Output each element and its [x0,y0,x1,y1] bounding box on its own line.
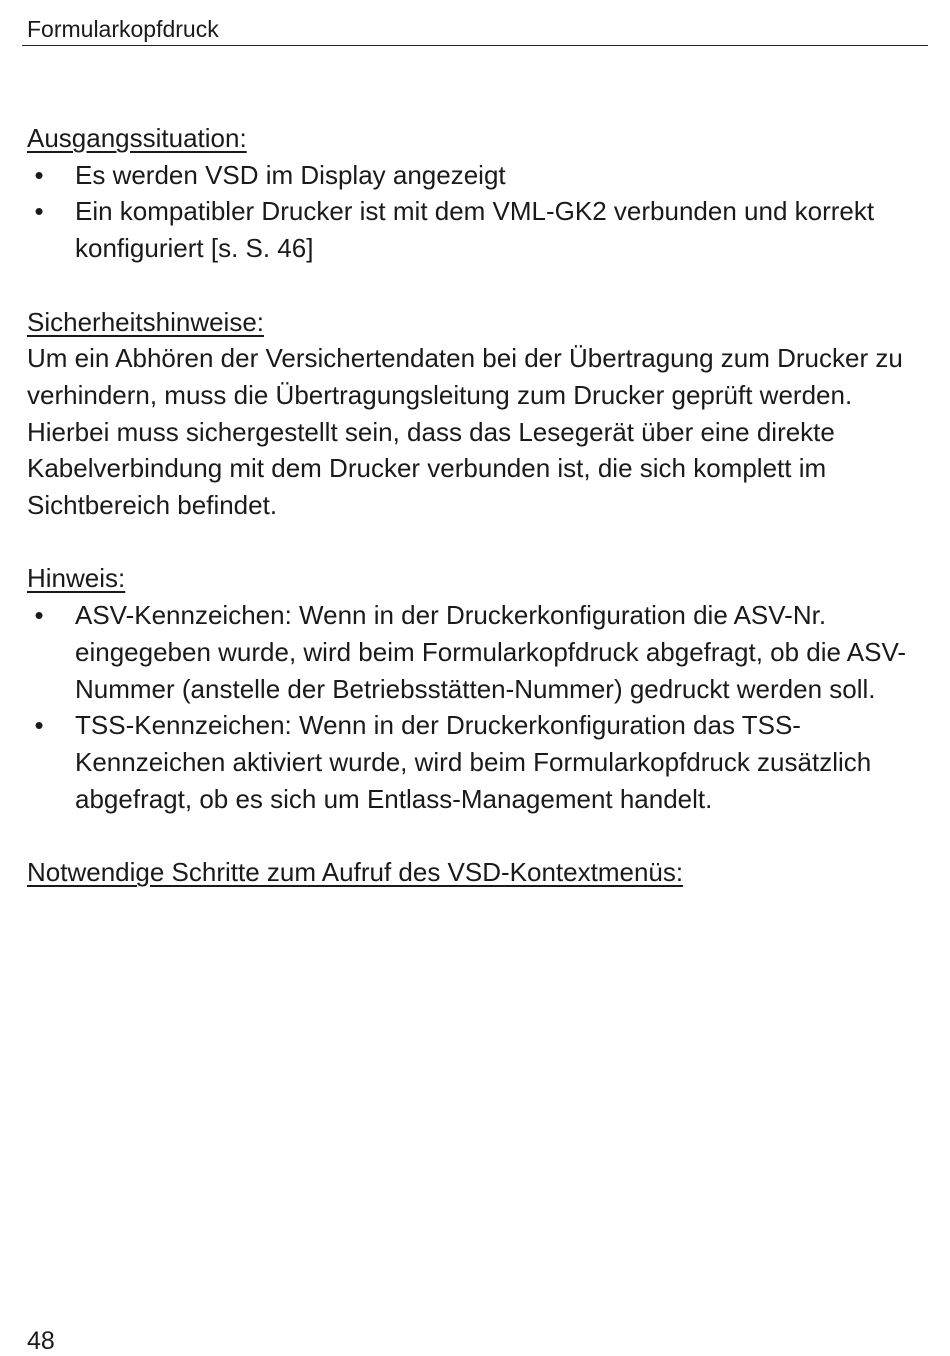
bullet-icon: • [34,159,44,190]
heading-sicherheitshinweise: Sicherheitshinweise: [27,306,265,337]
header-rule [22,45,928,46]
heading-notwendige-schritte: Notwendige Schritte zum Aufruf des VSD-Kontextmenüs: [27,857,684,888]
list-ausgangssituation [27,157,927,267]
page-number: 48 [27,1327,55,1355]
bullet-icon: • [34,196,44,227]
bullet-icon: • [34,600,44,631]
document-body [27,120,927,891]
list-item [27,597,927,707]
heading-hinweis: Hinweis: [27,563,126,594]
list-item-text: Ein kompatibler Drucker ist mit dem VML-GK2 verbunden und korrekt konfiguriert [s. S. 46] [75,196,875,264]
paragraph: Hierbei muss sichergestellt sein, dass das Lesegerät über eine direkte Kabelverbindung mit dem Drucker verbunden ist, die sich komplett im Sichtbereich befindet. [27,416,835,521]
list-item-text: Es werden VSD im Display angezeigt [75,159,506,190]
running-header-title: Formularkopfdruck [27,16,219,42]
list-item [27,193,927,266]
list-item-text: ASV-Kennzeichen: Wenn in der Druckerkonfiguration die ASV-Nr. eingegeben wurde, wird beim Formularkopfdruck abgefragt, ob die ASV-Nummer (anstelle der Betriebsstätten-Nummer) gedruckt werden soll. [75,600,907,704]
spacer [27,267,927,304]
list-item [27,157,927,194]
list-item-text: TSS-Kennzeichen: Wenn in der Druckerkonfiguration das TSS-Kennzeichen aktiviert wurde, wird beim Formularkopfdruck zusätzlich abgefragt, ob es sich um Entlass-Management handelt. [75,710,872,814]
spacer [27,817,927,854]
spacer [27,524,927,561]
heading-ausgangssituation: Ausgangssituation: [27,123,247,153]
list-item [27,707,927,817]
paragraph: Um ein Abhören der Versichertendaten bei der Übertragung zum Drucker zu verhindern, muss die Übertragungsleitung zum Drucker geprüft werden. [27,343,903,410]
bullet-icon: • [34,710,44,741]
list-hinweis [27,597,927,817]
